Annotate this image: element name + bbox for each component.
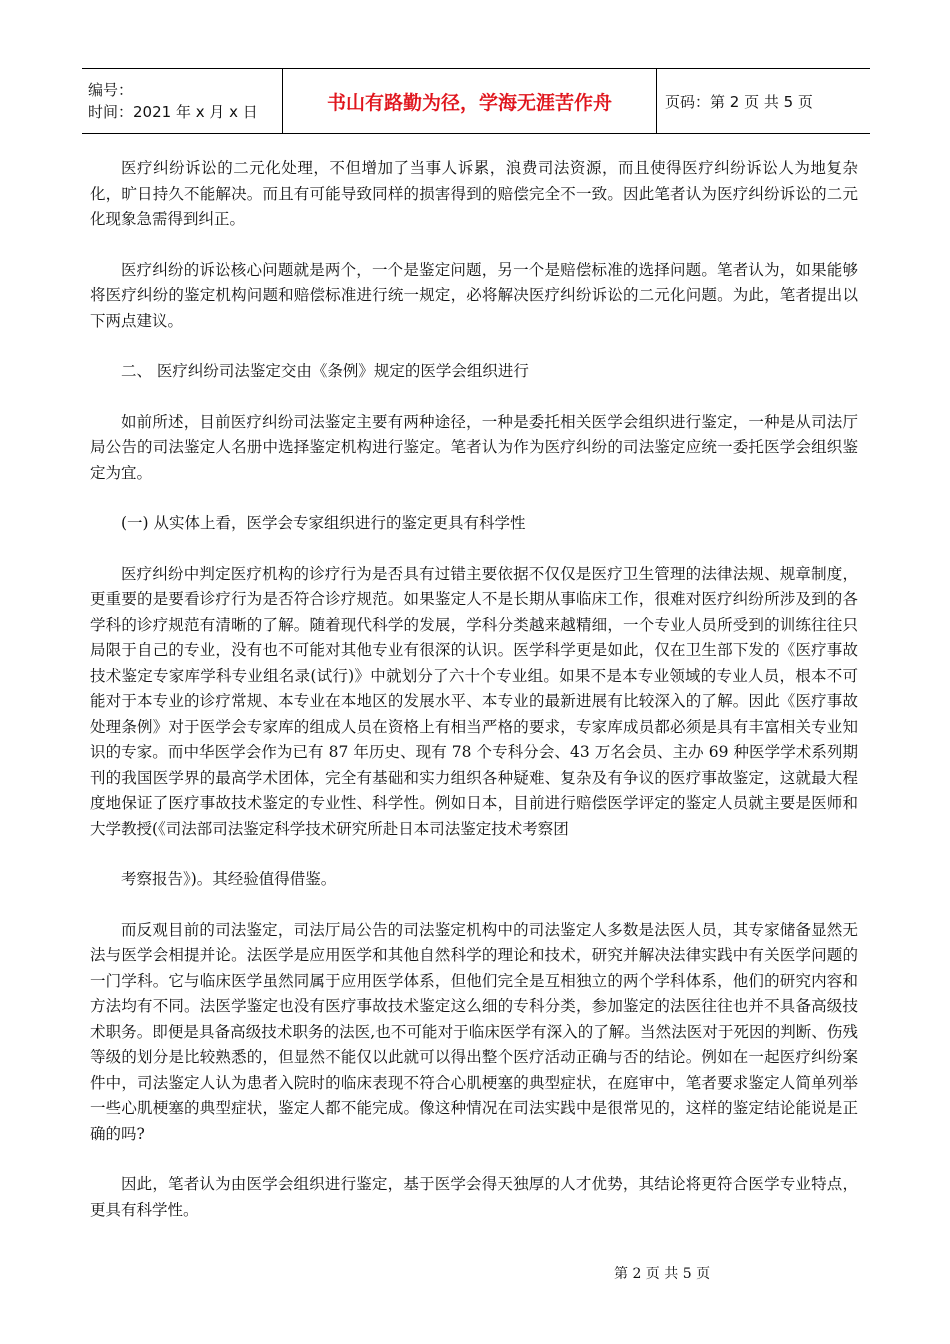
body-paragraph: 医疗纠纷中判定医疗机构的诊疗行为是否具有过错主要依据不仅仅是医疗卫生管理的法律法规、规章制度，更重要的是要看诊疗行为是否符合诊疗规范。如果鉴定人不是长期从事临床工作，很难对医疗纠纷所涉及到的各学科的诊疗规范有清晰的了解。随着现代科学的发展，学科分类越来越精细，一个专业人员所受到的训练往往只局限于自己的专业，没有也不可能对其他专业有很深的认识。医学科学更是如此，仅在卫生部下发的《医疗事故技术鉴定专家库学科专业组名录(试行)》中就划分了六十个专业组。如果不是本专业领域的专业人员，根本不可能对于本专业的诊疗常规、本专业在本地区的发展水平、本专业的最新进展有比较深入的了解。因此《医疗事故处理条例》对于医学会专家库的组成人员在资格上有相当严格的要求，专家库成员都必须是具有丰富相关专业知识的专家。而中华医学会作为已有 87 年历史、现有 78 个专科分会、43 万名会员、主办 69 种医学学术系列期刊的我国医学界的最高学术团体，完全有基础和实力组织各种疑难、复杂及有争议的医疗事故鉴定，这就最大程度地保证了医疗事故技术鉴定的专业性、科学性。例如日本，目前进行赔偿医学评定的鉴定人员就主要是医师和大学教授(《司法部司法鉴定科学技术研究所赴日本司法鉴定技术考察团 (90, 564, 858, 838)
section-heading: 二、 医疗纠纷司法鉴定交由《条例》规定的医学会组织进行 (121, 362, 529, 380)
body-paragraph: 而反观目前的司法鉴定，司法厅局公告的司法鉴定机构中的司法鉴定人多数是法医人员，其专家储备显然无法与医学会相提并论。法医学是应用医学和其他自然科学的理论和技术，研究并解决法律实践中有关医学问题的一门学科。它与临床医学虽然同属于应用医学体系，但他们完全是互相独立的两个学科体系，他们的研究内容和方法均有不同。法医学鉴定也没有医疗事故技术鉴定这么细的专科分类，参加鉴定的法医往往也并不具备高级技术职务。即便是具备高级技术职务的法医,也不可能对于临床医学有深入的了解。当然法医对于死因的判断、伤残等级的划分是比较熟悉的，但显然不能仅以此就可以得出整个医疗活动正确与否的结论。例如在一起医疗纠纷案件中，司法鉴定人认为患者入院时的临床表现不符合心肌梗塞的典型症状，在庭审中，笔者要求鉴定人简单列举一些心肌梗塞的典型症状，鉴定人都不能完成。像这种情况在司法实践中是很常见的，这样的鉴定结论能说是正确的吗? (90, 920, 858, 1143)
header-motto (283, 69, 657, 133)
subsection-heading: (一) 从实体上看，医学会专家组织进行的鉴定更具有科学性 (121, 514, 526, 532)
header-meta (82, 69, 283, 133)
page-header (82, 68, 870, 134)
body-paragraph: 医疗纠纷的诉讼核心问题就是两个，一个是鉴定问题，另一个是赔偿标准的选择问题。笔者认为，如果能够将医疗纠纷的鉴定机构问题和赔偿标准进行统一规定，必将解决医疗纠纷诉讼的二元化问题。为此，笔者提出以下两点建议。 (90, 260, 858, 330)
motto-text: 书山有路勤为径，学海无涯苦作舟 (326, 91, 612, 114)
body-paragraph: 医疗纠纷诉讼的二元化处理，不但增加了当事人诉累，浪费司法资源，而且使得医疗纠纷诉讼人为地复杂化，旷日持久不能解决。而且有可能导致同样的损害得到的赔偿完全不一致。因此笔者认为医疗纠纷诉讼的二元化现象急需得到纠正。 (90, 159, 858, 228)
page-footer (614, 1263, 710, 1283)
body-paragraph: 如前所述，目前医疗纠纷司法鉴定主要有两种途径，一种是委托相关医学会组织进行鉴定，一种是从司法厅局公告的司法鉴定人名册中选择鉴定机构进行鉴定。笔者认为作为医疗纠纷的司法鉴定应统一委托医学会组织鉴定为宜。 (90, 412, 858, 482)
header-page-number: 页码：第 2 页 共 5 页 (665, 92, 813, 111)
document-date: 时间：2021 年 x 月 x 日 (88, 103, 258, 121)
body-paragraph-continuation: 考察报告》)。其经验值得借鉴。 (121, 870, 337, 888)
body-paragraph: 因此，笔者认为由医学会组织进行鉴定，基于医学会得天独厚的人才优势，其结论将更符合医学专业特点，更具有科学性。 (90, 1175, 858, 1219)
document-code-label: 编号： (88, 81, 134, 99)
footer-page-number: 第 2 页 共 5 页 (614, 1266, 711, 1282)
header-page-info (657, 69, 870, 133)
document-body (90, 156, 858, 1248)
